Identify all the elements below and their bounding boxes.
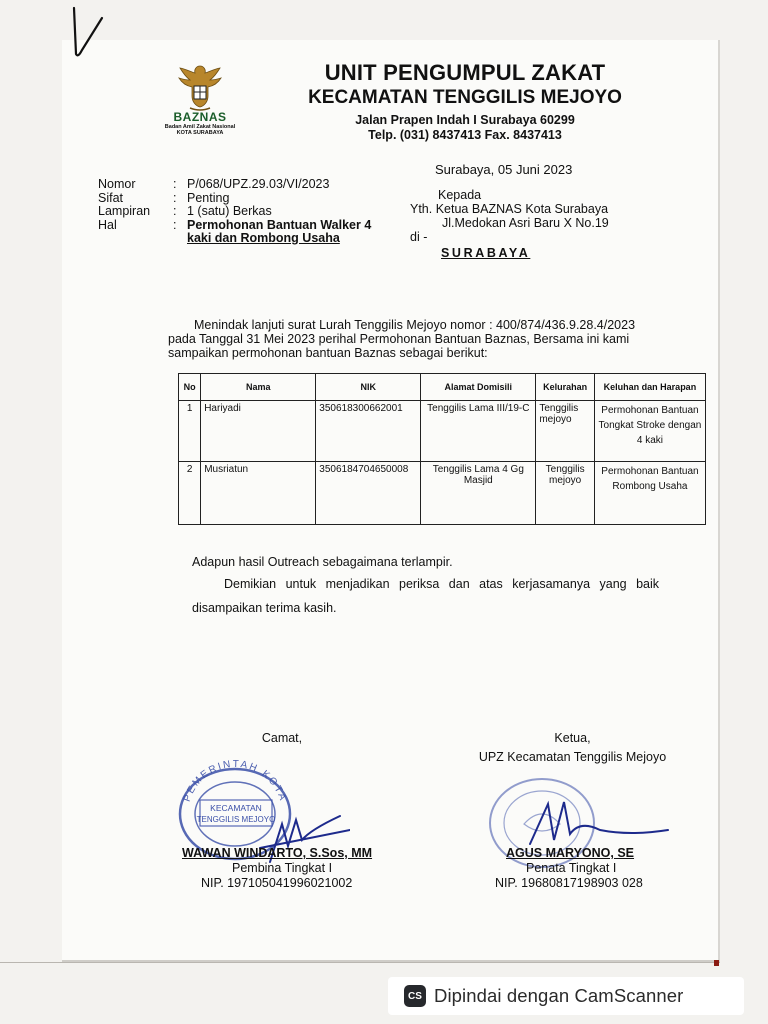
meta-colon: : bbox=[173, 217, 177, 232]
recipient-line-1: Yth. Ketua BAZNAS Kota Surabaya bbox=[410, 202, 609, 216]
signer-right-org: UPZ Kecamatan Tenggilis Mejoyo bbox=[478, 750, 667, 764]
scan-mark bbox=[714, 960, 719, 966]
intro-line-3: sampaikan permohonan bantuan Baznas sebagai berikut: bbox=[168, 346, 488, 360]
meta-value: 1 (satu) Berkas bbox=[187, 204, 272, 218]
column-header: No bbox=[179, 374, 201, 401]
signer-right-rank: Penata Tingkat I bbox=[526, 861, 617, 875]
table-header-row bbox=[179, 374, 706, 401]
meta-label: Lampiran bbox=[98, 204, 151, 218]
handwritten-check-icon bbox=[68, 4, 108, 62]
letterhead-subtitle: KECAMATAN TENGGILIS MEJOYO bbox=[308, 87, 622, 108]
letterhead-phone: Telp. (031) 8437413 Fax. 8437413 bbox=[368, 128, 562, 142]
cell-no: 1 bbox=[179, 401, 201, 462]
baznas-logo bbox=[160, 60, 240, 140]
closing-line-2: disampaikan terima kasih. bbox=[192, 601, 337, 615]
meta-row bbox=[98, 192, 387, 206]
stamp-ring-text: PEMERINTAH KOTA bbox=[181, 758, 289, 804]
outreach-note: Adapun hasil Outreach sebagaimana terlampir. bbox=[192, 555, 453, 569]
recipient-block bbox=[410, 188, 609, 244]
stamp-center-2: TENGGILIS MEJOYO bbox=[196, 815, 276, 824]
closing-paragraph bbox=[192, 572, 672, 620]
scan-edge-line bbox=[0, 962, 720, 963]
letter-date: Surabaya, 05 Juni 2023 bbox=[435, 162, 573, 177]
meta-row bbox=[98, 219, 387, 246]
intro-line-1: Menindak lanjuti surat Lurah Tenggilis Mejoyo nomor : 400/874/436.9.28.4/2023 bbox=[194, 318, 636, 332]
cell-kelurahan: Tenggilis mejoyo bbox=[536, 462, 595, 525]
recipient-di: di - bbox=[410, 230, 428, 244]
meta-subject-line-2: kaki dan Rombong Usaha bbox=[187, 231, 340, 245]
cell-alamat: Tenggilis Lama 4 Gg Masjid bbox=[421, 462, 536, 525]
cell-harapan: Permohonan Bantuan Tongkat Stroke dengan 4 kaki bbox=[594, 401, 705, 462]
stamp-center-1: KECAMATAN bbox=[210, 803, 262, 813]
signer-left-nip: NIP. 197105041996021002 bbox=[201, 876, 353, 890]
cell-nama: Musriatun bbox=[201, 462, 316, 525]
camscanner-icon: CS bbox=[404, 985, 426, 1007]
signature-left-role bbox=[182, 731, 382, 745]
meta-colon: : bbox=[173, 204, 177, 218]
logo-subtitle: Badan Amil Zakat Nasional bbox=[164, 124, 236, 130]
meta-colon: : bbox=[173, 177, 177, 191]
meta-label: Sifat bbox=[98, 190, 124, 205]
table-row bbox=[179, 462, 706, 525]
camscanner-badge bbox=[388, 977, 744, 1015]
recipient-city: SURABAYA bbox=[441, 246, 531, 260]
column-header: Kelurahan bbox=[536, 374, 595, 401]
signature-right-role bbox=[470, 731, 675, 764]
camscanner-text: Dipindai dengan CamScanner bbox=[434, 985, 684, 1006]
cell-kelurahan: Tenggilis mejoyo bbox=[536, 401, 595, 462]
closing-line-1: Demikian untuk menjadikan periksa dan atas kerjasamanya yang baik bbox=[224, 577, 660, 591]
signer-right-name: AGUS MARYONO, SE bbox=[506, 846, 635, 860]
letterhead bbox=[255, 60, 675, 142]
cell-nik: 350618300662001 bbox=[316, 401, 421, 462]
meta-subject-line-1: Permohonan Bantuan Walker 4 bbox=[187, 217, 372, 232]
column-header: Alamat Domisili bbox=[421, 374, 536, 401]
letterhead-address: Jalan Prapen Indah I Surabaya 60299 bbox=[355, 113, 575, 127]
cell-harapan: Permohonan Bantuan Rombong Usaha bbox=[594, 462, 705, 525]
garuda-emblem-icon bbox=[174, 60, 226, 112]
meta-colon: : bbox=[173, 190, 177, 205]
recipient-line-2: Jl.Medokan Asri Baru X No.19 bbox=[442, 216, 609, 230]
signer-left-role: Camat, bbox=[261, 731, 303, 745]
meta-subject bbox=[187, 219, 387, 246]
column-header: NIK bbox=[316, 374, 421, 401]
intro-line-2: pada Tanggal 31 Mei 2023 perihal Permohonan Bantuan Baznas, Bersama ini kami bbox=[168, 332, 630, 346]
table-row bbox=[179, 401, 706, 462]
signer-left-name: WAWAN WINDARTO, S.Sos, MM bbox=[182, 846, 373, 860]
intro-paragraph bbox=[168, 318, 668, 360]
signer-right-nip: NIP. 19680817198903 028 bbox=[495, 876, 643, 890]
letterhead-title: UNIT PENGUMPUL ZAKAT bbox=[324, 60, 606, 85]
meta-row bbox=[98, 205, 387, 219]
logo-brand-text: BAZNAS bbox=[173, 110, 227, 124]
meta-label: Hal bbox=[98, 217, 117, 232]
meta-label: Nomor bbox=[98, 177, 136, 191]
cell-nik: 3506184704650008 bbox=[316, 462, 421, 525]
meta-value: Penting bbox=[187, 190, 230, 205]
meta-value: P/068/UPZ.29.03/VI/2023 bbox=[187, 177, 330, 191]
recipient-kepada: Kepada bbox=[438, 188, 482, 202]
letter-meta bbox=[98, 178, 387, 246]
beneficiary-table bbox=[178, 373, 706, 525]
column-header: Nama bbox=[201, 374, 316, 401]
cell-nama: Hariyadi bbox=[201, 401, 316, 462]
cell-alamat: Tenggilis Lama III/19-C bbox=[421, 401, 536, 462]
column-header: Keluhan dan Harapan bbox=[594, 374, 705, 401]
signer-left-rank: Pembina Tingkat I bbox=[232, 861, 333, 875]
meta-row bbox=[98, 178, 387, 192]
cell-no: 2 bbox=[179, 462, 201, 525]
signer-right-role: Ketua, bbox=[554, 731, 591, 745]
logo-city: KOTA SURABAYA bbox=[176, 130, 224, 136]
